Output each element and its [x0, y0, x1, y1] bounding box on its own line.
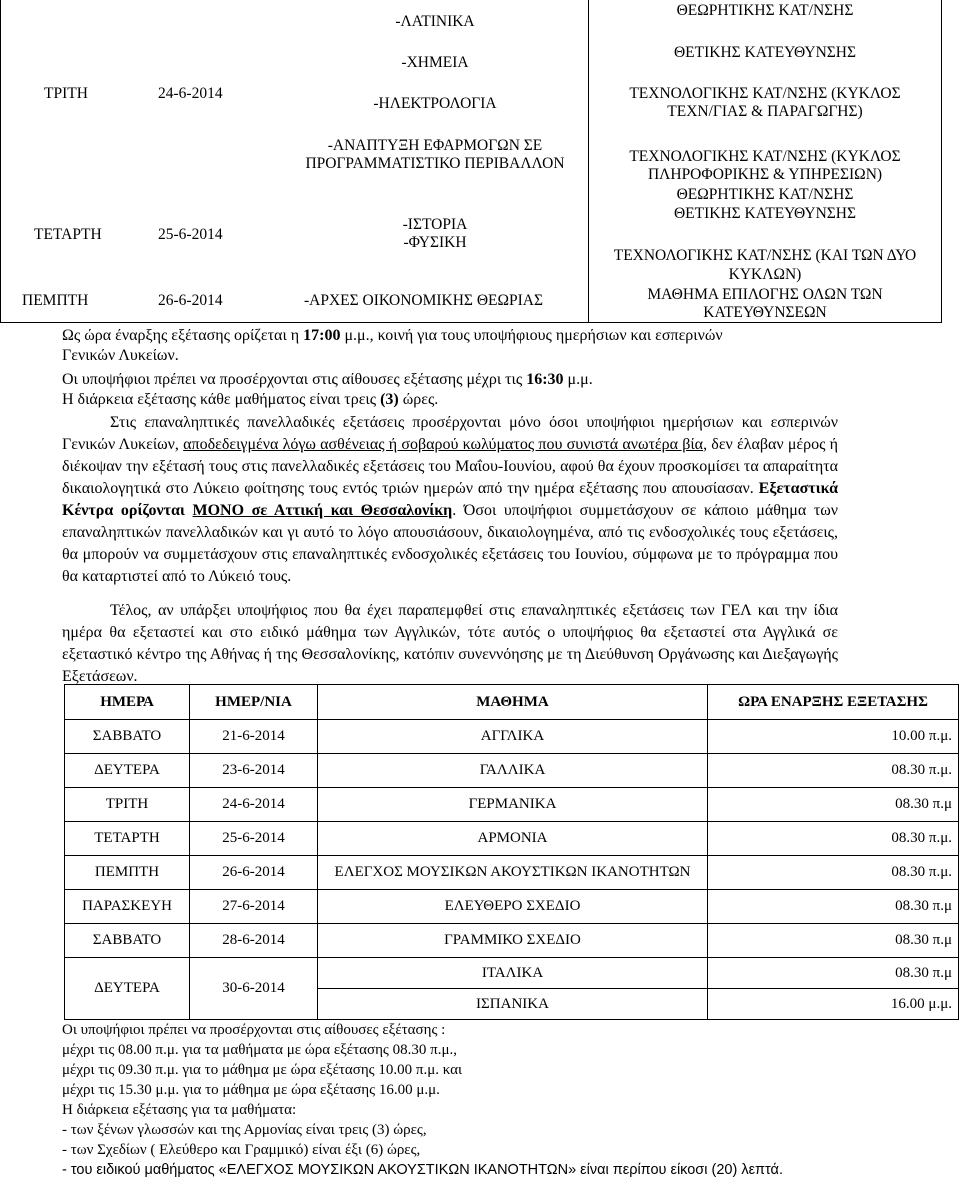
subject-cell: ΙΤΑΛΙΚΑ [318, 958, 708, 989]
time-cell: 08.30 π.μ. [708, 754, 959, 788]
direction-line: ΤΕΧΝΟΛΟΓΙΚΗΣ ΚΑΤ/ΝΣΗΣ (ΚΑΙ ΤΩΝ ΔΥΟ [613, 247, 917, 264]
time-cell: 10.00 π.μ. [708, 720, 959, 754]
duration-value: (3) [380, 391, 399, 408]
date-cell: 24-6-2014 [158, 85, 223, 102]
column-header: ΩΡΑ ΕΝΑΡΞΗΣ ΕΞΕΤΑΣΗΣ [708, 685, 959, 720]
direction-line: ΘΕΩΡΗΤΙΚΗΣ ΚΑΤ/ΝΣΗΣ [676, 2, 854, 19]
intro-text [62, 326, 723, 410]
direction-line: ΘΕΩΡΗΤΙΚΗΣ ΚΑΤ/ΝΣΗΣ [676, 186, 854, 203]
date-cell: 28-6-2014 [190, 924, 318, 958]
date-cell: 25-6-2014 [158, 226, 223, 243]
direction-line: ΚΥΚΛΩΝ) [728, 266, 802, 283]
date-cell: 30-6-2014 [190, 958, 318, 1020]
paragraph-text: Στις επαναληπτικές πανελλαδικές εξετάσεις προσέρχονται μόνο όσοι υποψήφιοι ημερήσιων και εσπερινών Γενικών Λυκείων, [62, 414, 838, 453]
day-cell: ΤΡΙΤΗ [44, 85, 88, 102]
column-header: ΜΑΘΗΜΑ [318, 685, 708, 720]
subject-cell: ΕΛΕΓΧΟΣ ΜΟΥΣΙΚΩΝ ΑΚΟΥΣΤΙΚΩΝ ΙΚΑΝΟΤΗΤΩΝ [318, 856, 708, 890]
intro-text-part: μ.μ. [563, 371, 593, 388]
subject-cell: ΓΑΛΛΙΚΑ [318, 754, 708, 788]
date-cell: 26-6-2014 [190, 856, 318, 890]
intro-line [62, 390, 723, 410]
column-header: ΗΜΕΡ/ΝΙΑ [190, 685, 318, 720]
intro-text-part: Ως ώρα έναρξης εξέτασης ορίζεται η [62, 327, 304, 344]
table-border [588, 0, 589, 322]
intro-line [62, 370, 723, 390]
direction-line: ΠΛΗΡΟΦΟΡΙΚΗΣ & ΥΠΗΡΕΣΙΩΝ) [647, 166, 883, 183]
table-row [65, 822, 959, 856]
underlined-text: αποδεδειγμένα λόγω ασθένειας ή σοβαρού κωλύματος που συνιστά ανωτέρα βία [183, 436, 704, 453]
time-cell: 08.30 π.μ. [708, 856, 959, 890]
direction-line: ΤΕΧΝΟΛΟΓΙΚΗΣ ΚΑΤ/ΝΣΗΣ (ΚΥΚΛΟΣ [629, 148, 901, 165]
day-cell: ΠΕΜΠΤΗ [22, 292, 89, 309]
note-line: Η διάρκεια εξέτασης για τα μαθήματα: [62, 1102, 297, 1118]
subject-cell: -ΑΝΑΠΤΥΞΗ ΕΦΑΡΜΟΓΩΝ ΣΕ [327, 137, 543, 154]
table-row [65, 958, 959, 989]
note-line: - του ειδικού μαθήματος «ΕΛΕΓΧΟΣ ΜΟΥΣΙΚΩΝ ΑΚΟΥΣΤΙΚΩΝ ΙΚΑΝΟΤΗΤΩΝ» είναι περίπου είκοσι (20) λεπτά. [62, 1162, 783, 1178]
start-time: 17:00 [303, 327, 341, 344]
note-line: μέχρι τις 08.00 π.μ. για τα μαθήματα με ώρα εξέτασης 08.30 π.μ., [62, 1042, 457, 1058]
intro-text-part: μ.μ., κοινή για τους υποψήφιους ημερήσιων και εσπερινών [340, 327, 723, 344]
schedule-table [64, 684, 959, 1020]
table-row [65, 788, 959, 822]
day-cell: ΤΕΤΑΡΤΗ [65, 822, 190, 856]
note-line: - των ξένων γλωσσών και της Αρμονίας είναι τρεις (3) ώρες, [62, 1122, 427, 1138]
intro-text-part: ώρες. [398, 391, 439, 408]
note-line: μέχρι τις 15.30 μ.μ. για το μάθημα με ώρα εξέτασης 16.00 μ.μ. [62, 1082, 440, 1098]
english-exam-paragraph: Τέλος, αν υπάρξει υποψήφιος που θα έχει παραπεμφθεί στις επαναληπτικές εξετάσεις των ΓΕΛ και την ίδια ημέρα θα εξεταστεί και στο ειδικό μάθημα των Αγγλικών, τότε αυτός ο υποψήφιος θα εξεταστεί στα Αγγλικά σε εξεταστικό κέντρο της Αθήνας ή της Θεσσαλονίκης, κατόπιν συνεννόησης με τη Διεύθυνση Οργάνωσης και Διεξαγωγής Εξετάσεων. [62, 602, 838, 685]
bold-underlined-text: ΜΟΝΟ σε Αττική και Θεσσαλονίκη [192, 502, 453, 519]
bold-text: Εξεταστικά Κέντρα ορίζονται [62, 480, 838, 519]
paragraph-text: . Όσοι υποψήφιοι συμμετάσχουν σε κάποιο μάθημα των επαναληπτικών πανελλαδικών και γι αυτό το λόγο απουσιάσουν, δικαιολογημένα, από τις ενδοσχολικές τους εξετάσεις, θα μπορούν να συμμετάσχουν στις επαναληπτικές ενδοσχολικές εξετάσεις του Ιουνίου, σύμφωνα με το πρόγραμμα που θα καταρτιστεί από το Λύκειό τους. [62, 502, 839, 585]
subject-cell: ΠΡΟΓΡΑΜΜΑΤΙΣΤΙΚΟ ΠΕΡΙΒΑΛΛΟΝ [305, 155, 565, 172]
table-border [0, 322, 942, 323]
table-row [65, 924, 959, 958]
time-cell: 08.30 π.μ [708, 924, 959, 958]
subject-cell: ΓΡΑΜΜΙΚΟ ΣΧΕΔΙΟ [318, 924, 708, 958]
day-cell: ΤΡΙΤΗ [65, 788, 190, 822]
time-cell: 08.30 π.μ [708, 958, 959, 989]
day-cell: ΠΕΜΠΤΗ [65, 856, 190, 890]
date-cell: 24-6-2014 [190, 788, 318, 822]
subject-cell: -ΑΡΧΕΣ ΟΙΚΟΝΟΜΙΚΗΣ ΘΕΩΡΙΑΣ [304, 292, 544, 309]
date-cell: 23-6-2014 [190, 754, 318, 788]
subject-cell: -ΗΛΕΚΤΡΟΛΟΓΙΑ [373, 95, 497, 112]
notes [62, 1020, 783, 1180]
repeat-exams-paragraph [62, 412, 838, 588]
table-border [941, 0, 942, 322]
subject-cell: -ΙΣΤΟΡΙΑ [402, 216, 468, 233]
table-header-row [65, 685, 959, 720]
day-cell: ΔΕΥΤΕΡΑ [65, 754, 190, 788]
day-cell: ΠΑΡΑΣΚΕΥΗ [65, 890, 190, 924]
subject-cell: -ΧΗΜΕΙΑ [401, 54, 469, 71]
time-cell: 16.00 μ.μ. [708, 989, 959, 1020]
note-line: μέχρι τις 09.30 π.μ. για το μάθημα με ώρα εξέτασης 10.00 π.μ. και [62, 1062, 463, 1078]
subject-cell: -ΦΥΣΙΚΗ [403, 234, 467, 251]
subject-cell: -ΛΑΤΙΝΙΚΑ [395, 13, 475, 30]
paragraph-text: , δεν έλαβαν μέρος ή διέκοψαν την εξέτασή τους στις πανελλαδικές εξετάσεις του Μαΐου-Ιουνίου, αφού θα έχουν προσκομίσει τα απαραίτητα δικαιολογητικά στο Λύκειο φοίτησης τους εντός τριών ημερών από την ημέρα εξέτασης που απουσίασαν. [62, 436, 839, 497]
direction-line: ΚΑΤΕΥΘΥΝΣΕΩΝ [703, 304, 827, 321]
note-line: Οι υποψήφιοι πρέπει να προσέρχονται στις αίθουσες εξέτασης : [62, 1022, 446, 1038]
day-cell: ΣΑΒΒΑΤΟ [65, 924, 190, 958]
day-cell: ΤΕΤΑΡΤΗ [34, 226, 102, 243]
date-cell: 21-6-2014 [190, 720, 318, 754]
table-row [65, 720, 959, 754]
intro-line: Γενικών Λυκείων. [62, 347, 179, 364]
direction-line: ΘΕΤΙΚΗΣ ΚΑΤΕΥΘΥΝΣΗΣ [673, 205, 857, 222]
direction-line: ΤΕΧΝ/ΓΙΑΣ & ΠΑΡΑΓΩΓΗΣ) [667, 103, 863, 120]
intro-line [62, 326, 723, 346]
time-cell: 08.30 π.μ [708, 890, 959, 924]
date-cell: 27-6-2014 [190, 890, 318, 924]
direction-line: ΘΕΤΙΚΗΣ ΚΑΤΕΥΘΥΝΣΗΣ [673, 44, 857, 61]
date-cell: 26-6-2014 [158, 292, 223, 309]
subject-cell: ΓΕΡΜΑΝΙΚΑ [318, 788, 708, 822]
column-header: ΗΜΕΡΑ [65, 685, 190, 720]
time-cell: 08.30 π.μ. [708, 822, 959, 856]
day-cell: ΔΕΥΤΕΡΑ [65, 958, 190, 1020]
subject-cell: ΑΓΓΛΙΚΑ [318, 720, 708, 754]
direction-line: ΤΕΧΝΟΛΟΓΙΚΗΣ ΚΑΤ/ΝΣΗΣ (ΚΥΚΛΟΣ [629, 85, 901, 102]
subject-cell: ΙΣΠΑΝΙΚΑ [318, 989, 708, 1020]
table-row [65, 754, 959, 788]
day-cell: ΣΑΒΒΑΤΟ [65, 720, 190, 754]
table-row [65, 890, 959, 924]
subject-cell: ΕΛΕΥΘΕΡΟ ΣΧΕΔΙΟ [318, 890, 708, 924]
arrival-time: 16:30 [526, 371, 564, 388]
direction-line: ΜΑΘΗΜΑ ΕΠΙΛΟΓΗΣ ΟΛΩΝ ΤΩΝ [647, 286, 883, 303]
table-border [0, 0, 1, 322]
date-cell: 25-6-2014 [190, 822, 318, 856]
time-cell: 08.30 π.μ [708, 788, 959, 822]
intro-text-part: Η διάρκεια εξέτασης κάθε μαθήματος είναι τρεις [62, 391, 381, 408]
note-line: - των Σχεδίων ( Ελεύθερο και Γραμμικό) είναι έξι (6) ώρες, [62, 1142, 421, 1158]
table-row [65, 856, 959, 890]
intro-text-part: Οι υποψήφιοι πρέπει να προσέρχονται στις αίθουσες εξέτασης μέχρι τις [62, 371, 527, 388]
subject-cell: ΑΡΜΟΝΙΑ [318, 822, 708, 856]
